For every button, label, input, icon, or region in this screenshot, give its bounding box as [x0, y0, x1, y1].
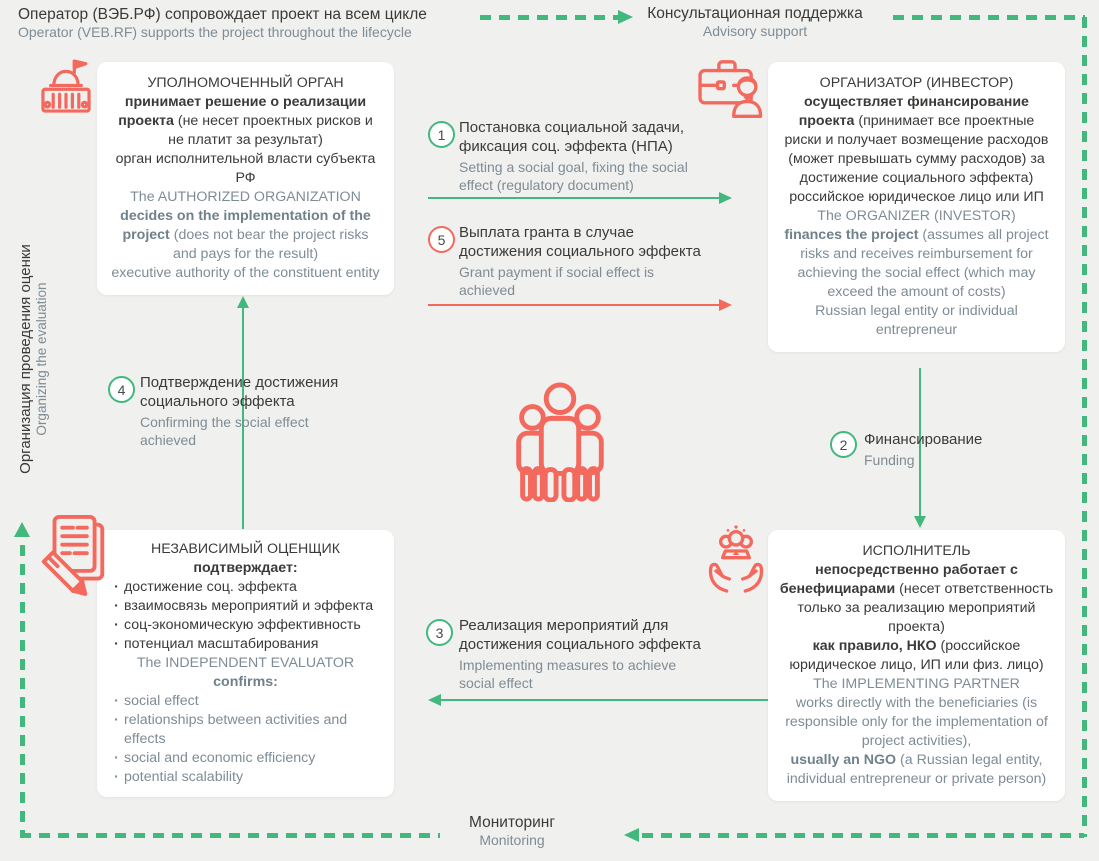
step-1-badge: 1	[428, 121, 455, 148]
step-5-badge: 5	[428, 226, 455, 253]
step-2-arrow-icon	[914, 516, 926, 528]
organizer-sub-en: Russian legal entity or individual entrepreneur	[815, 303, 1018, 338]
step-5-text-en: Grant payment if social effect is achieved	[459, 264, 655, 298]
monitoring-dash-bottom-left	[20, 833, 440, 838]
step-3-text-en: Implementing measures to achieve social effect	[459, 657, 677, 691]
evaluator-bullet-ru: · соц-экономическую эффективность	[114, 617, 361, 633]
monitoring-dash-right-side	[1082, 17, 1087, 837]
evaluation-side-label	[17, 209, 49, 509]
step-5-arrow-icon	[719, 299, 732, 311]
evaluator-confirms-ru: подтверждает:	[193, 560, 298, 576]
step-1-label	[459, 118, 717, 194]
evaluator-confirms-en: confirms:	[213, 674, 278, 690]
step-4-badge: 4	[108, 376, 135, 403]
step-3-badge: 3	[426, 619, 453, 646]
authorized-title-ru: УПОЛНОМОЧЕННЫЙ ОРГАН	[147, 75, 344, 91]
operator-header	[18, 6, 427, 40]
advisory-dash-right	[893, 15, 1085, 20]
step-4-text-en: Confirming the social effect achieved	[140, 414, 309, 448]
step-3-arrow-shaft	[440, 699, 768, 701]
step-4-text-ru: Подтверждение достижения социального эффекта	[140, 374, 339, 410]
step-5-label	[459, 223, 721, 299]
step-3-label	[459, 616, 721, 692]
evaluator-bullet-en: · relationships between activities and effects	[114, 712, 348, 747]
evaluator-bullet-ru: · взаимосвязь мероприятий и эффекта	[114, 598, 374, 614]
building-icon	[34, 56, 98, 120]
operator-title-en: Operator (VEB.RF) supports the project throughout the lifecycle	[18, 24, 412, 40]
monitoring-arrow-left-icon	[624, 828, 639, 842]
authorized-title-en: The AUTHORIZED ORGANIZATION	[130, 189, 361, 205]
organizer-body-en: finances the project (assumes all project risks and receives reimbursement for achieving the social effect (which may exceed the amount of costs)	[784, 227, 1049, 300]
evaluator-bullet-en: · potential scalability	[114, 769, 244, 785]
implementer-box	[768, 530, 1065, 801]
operator-title-ru: Оператор (ВЭБ.РФ) сопровождает проект на всем цикле	[18, 6, 427, 23]
advisory-title-en: Advisory support	[702, 23, 808, 39]
step-2-badge: 2	[830, 431, 857, 458]
monitoring-dash-bottom-right	[642, 833, 1084, 838]
authorized-body-ru: принимает решение о реализации проекта (не несет проектных рисков и не платит за результат)	[118, 94, 373, 148]
advisory-title-ru: Консультационная поддержка	[647, 5, 863, 22]
implementer-body1-en: works directly with the beneficiaries (is responsible only for the implementation of project activities),	[785, 695, 1048, 749]
implementer-body2-en: usually an NGO (a Russian legal entity, individual entrepreneur or private person)	[786, 752, 1047, 787]
authorized-organization-box	[97, 62, 394, 295]
step-1-arrow-icon	[719, 192, 732, 204]
authorized-sub-en: executive authority of the constituent entity	[111, 265, 380, 281]
implementer-body2-ru: как правило, НКО (российское юридическое лицо, ИП или физ. лицо)	[789, 638, 1044, 673]
step-5-arrow-shaft	[428, 304, 720, 306]
independent-evaluator-box	[97, 530, 394, 797]
document-pencil-icon	[36, 512, 110, 602]
authorized-sub-ru: орган исполнительной власти субъекта РФ	[115, 151, 376, 186]
monitoring-dash-left-side	[20, 545, 25, 837]
organizer-investor-box	[768, 62, 1065, 352]
hands-people-icon	[704, 524, 768, 594]
advisory-label	[630, 5, 880, 39]
evaluation-side-label-ru: Организация проведения оценки	[17, 244, 34, 474]
step-4-arrow-icon	[237, 296, 249, 308]
people-group-icon	[512, 382, 608, 502]
step-3-text-ru: Реализация мероприятий для достижения социального эффекта	[459, 617, 701, 653]
authorized-body-en: decides on the implementation of the project (does not bear the project risks and pays for the result)	[120, 208, 371, 262]
step-2-text-en: Funding	[864, 452, 915, 468]
monitoring-arrow-up-icon	[14, 522, 30, 537]
organizer-title-ru: ОРГАНИЗАТОР (ИНВЕСТОР)	[819, 75, 1014, 91]
organizer-title-en: The ORGANIZER (INVESTOR)	[817, 208, 1016, 224]
organizer-body-ru: осуществляет финансирование проекта (принимает все проектные риски и получает возмещение расходов (может превышать сумму расходов) за достижение социального эффекта)	[784, 94, 1049, 186]
step-2-label	[864, 430, 1054, 469]
evaluator-bullet-ru: · потенциал масштабирования	[114, 636, 319, 652]
step-2-text-ru: Финансирование	[864, 431, 983, 448]
step-1-text-en: Setting a social goal, fixing the social effect (regulatory document)	[459, 159, 688, 193]
step-5-text-ru: Выплата гранта в случае достижения социального эффекта	[459, 224, 701, 260]
step-1-text-ru: Постановка социальной задачи, фиксация соц. эффекта (НПА)	[459, 119, 685, 155]
evaluator-title-en: The INDEPENDENT EVALUATOR	[136, 655, 355, 671]
evaluator-title-ru: НЕЗАВИСИМЫЙ ОЦЕНЩИК	[150, 541, 341, 557]
monitoring-title-en: Monitoring	[479, 832, 545, 848]
evaluator-bullet-ru: · достижение соц. эффекта	[114, 579, 297, 595]
step-4-label	[140, 373, 375, 449]
monitoring-label	[412, 814, 612, 848]
evaluation-side-label-en: Organizing the evaluation	[34, 282, 49, 436]
implementer-title-en: The IMPLEMENTING PARTNER	[813, 676, 1020, 692]
evaluator-bullet-en: · social effect	[114, 693, 199, 709]
evaluator-bullet-en: · social and economic efficiency	[114, 750, 316, 766]
step-1-arrow-shaft	[428, 197, 720, 199]
monitoring-title-ru: Мониторинг	[469, 814, 555, 831]
implementer-body1-ru: непосредственно работает с бенефициарами (несет ответственность только за реализацию мероприятий проекта)	[779, 562, 1054, 635]
briefcase-person-icon	[696, 54, 766, 118]
advisory-dash-left	[480, 15, 620, 20]
organizer-sub-ru: российское юридическое лицо или ИП	[789, 189, 1044, 205]
implementer-title-ru: ИСПОЛНИТЕЛЬ	[862, 543, 971, 559]
